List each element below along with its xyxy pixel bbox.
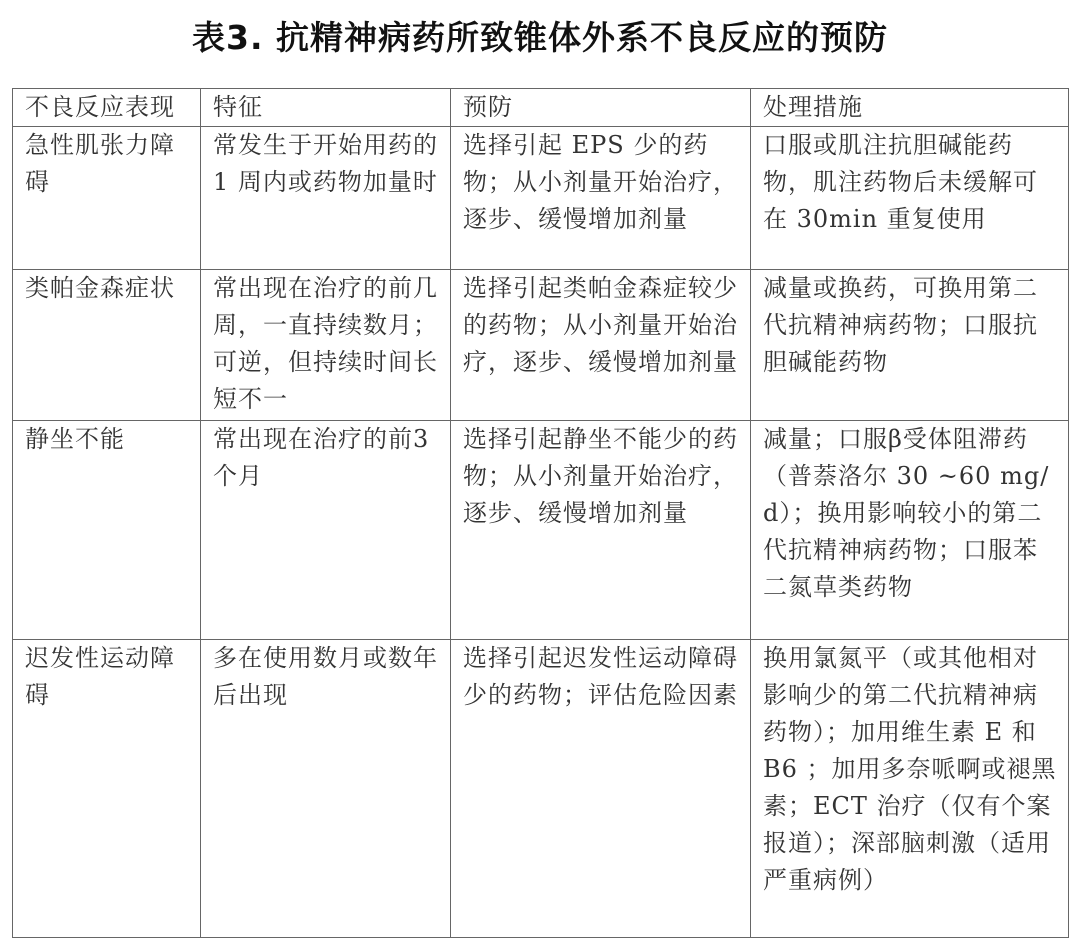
table-row — [13, 421, 1069, 640]
cell-treatment: 口服或肌注抗胆碱能药物，肌注药物后未缓解可在 30min 重复使用 — [751, 127, 1069, 270]
table-row — [13, 270, 1069, 421]
cell-prevention: 选择引起迟发性运动障碍少的药物；评估危险因素 — [451, 640, 751, 938]
cell-prevention: 选择引起静坐不能少的药物；从小剂量开始治疗，逐步、缓慢增加剂量 — [451, 421, 751, 640]
cell-reaction: 静坐不能 — [13, 421, 201, 640]
table-header-row — [13, 89, 1069, 127]
cell-treatment: 减量；口服β受体阻滞药（普萘洛尔 30 ~60 mg/d）；换用影响较小的第二代抗精神病药物；口服苯二氮草类药物 — [751, 421, 1069, 640]
cell-treatment: 换用氯氮平（或其他相对影响少的第二代抗精神病药物）；加用维生素 E 和 B6 ；加用多奈哌啊或褪黑素；ECT 治疗（仅有个案报道）；深部脑刺激（适用严重病例） — [751, 640, 1069, 938]
header-treatment: 处理措施 — [751, 89, 1069, 127]
cell-reaction: 急性肌张力障碍 — [13, 127, 201, 270]
header-features: 特征 — [201, 89, 451, 127]
header-prevention: 预防 — [451, 89, 751, 127]
cell-prevention: 选择引起类帕金森症较少的药物；从小剂量开始治疗，逐步、缓慢增加剂量 — [451, 270, 751, 421]
cell-features: 常发生于开始用药的 1 周内或药物加量时 — [201, 127, 451, 270]
table-row — [13, 127, 1069, 270]
cell-features: 多在使用数月或数年后出现 — [201, 640, 451, 938]
cell-treatment: 减量或换药，可换用第二代抗精神病药物；口服抗胆碱能药物 — [751, 270, 1069, 421]
cell-features: 常出现在治疗的前3个月 — [201, 421, 451, 640]
eps-prevention-table — [12, 88, 1069, 938]
cell-reaction: 类帕金森症状 — [13, 270, 201, 421]
cell-reaction: 迟发性运动障碍 — [13, 640, 201, 938]
cell-features: 常出现在治疗的前几周，一直持续数月；可逆，但持续时间长短不一 — [201, 270, 451, 421]
table-title: 表3. 抗精神病药所致锥体外系不良反应的预防 — [192, 18, 888, 57]
header-reaction: 不良反应表现 — [13, 89, 201, 127]
table-row — [13, 640, 1069, 938]
cell-prevention: 选择引起 EPS 少的药物；从小剂量开始治疗，逐步、缓慢增加剂量 — [451, 127, 751, 270]
